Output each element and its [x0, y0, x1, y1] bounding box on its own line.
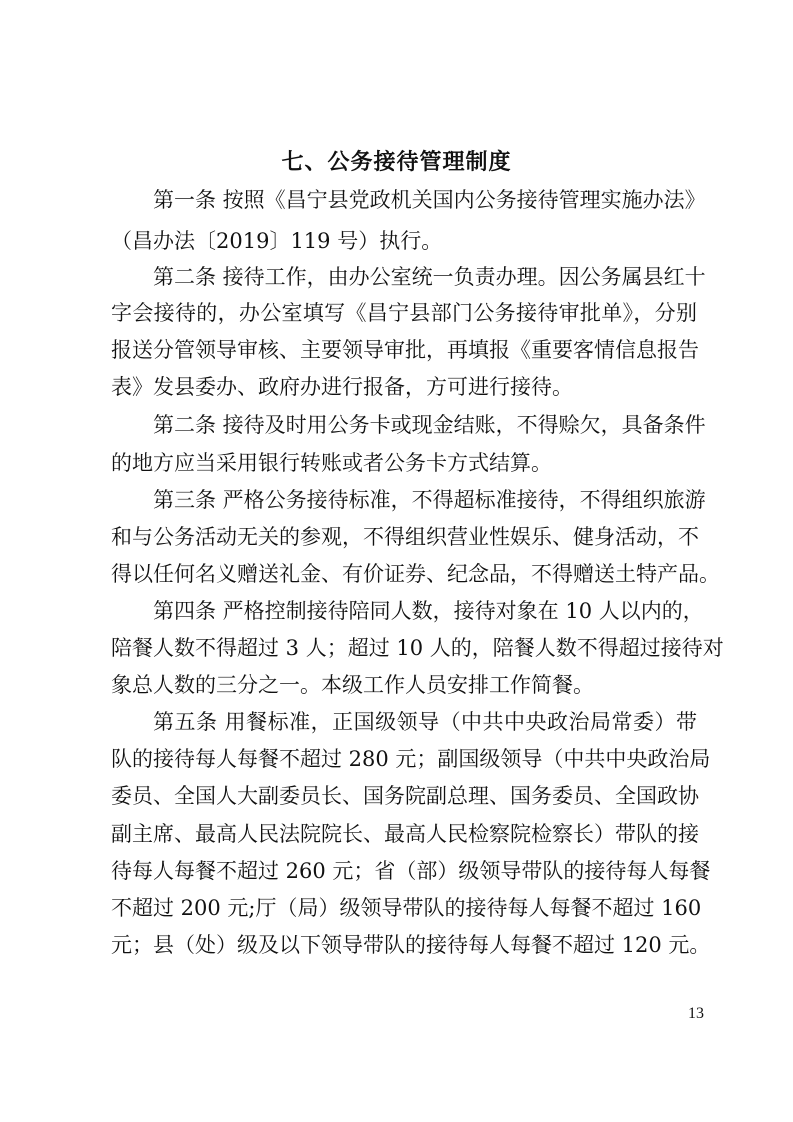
article-2b-line-1: 第二条 接待及时用公务卡或现金结账，不得赊欠，具备条件: [153, 413, 706, 437]
page-number: 13: [688, 1005, 704, 1022]
article-4-line-3: 象总人数的三分之一。本级工作人员安排工作简餐。: [111, 673, 594, 697]
article-2b-line-2: 的地方应当采用银行转账或者公务卡方式结算。: [111, 451, 552, 475]
article-4-line-2: 陪餐人数不得超过 3 人；超过 10 人的，陪餐人数不得超过接待对: [111, 636, 724, 660]
article-1-line-2: （昌办法〔2019〕119 号）执行。: [111, 229, 443, 253]
article-5-line-1: 第五条 用餐标准，正国级领导（中共中央政治局常委）带: [153, 710, 697, 734]
article-2-line-1: 第二条 接待工作，由办公室统一负责办理。因公务属县红十: [153, 265, 706, 289]
article-2-line-4: 表》发县委办、政府办进行报备，方可进行接待。: [111, 375, 573, 399]
article-3-line-1: 第三条 严格公务接待标准，不得超标准接待，不得组织旅游: [153, 488, 706, 512]
section-title: 七、公务接待管理制度: [281, 150, 512, 175]
article-5-line-3: 委员、全国人大副委员长、国务院副总理、国务委员、全国政协: [111, 784, 699, 808]
article-2-line-3: 报送分管领导审核、主要领导审批，再填报《重要客情信息报告: [111, 338, 699, 362]
article-4-line-1: 第四条 严格控制接待陪同人数，接待对象在 10 人以内的，: [153, 599, 704, 623]
article-3-line-2: 和与公务活动无关的参观，不得组织营业性娱乐、健身活动，不: [111, 525, 699, 549]
article-5-line-2: 队的接待每人每餐不超过 280 元；副国级领导（中共中央政治局: [111, 747, 711, 771]
article-5-line-4: 副主席、最高人民法院院长、最高人民检察院检察长）带队的接: [111, 822, 699, 846]
article-3-line-3: 得以任何名义赠送礼金、有价证券、纪念品，不得赠送土特产品。: [111, 562, 720, 586]
article-1-line-1: 第一条 按照《昌宁县党政机关国内公务接待管理实施办法》: [153, 188, 706, 212]
article-5-line-6: 不超过 200 元;厅（局）级领导带队的接待每人每餐不超过 160: [111, 896, 702, 920]
article-5-line-5: 待每人每餐不超过 260 元；省（部）级领导带队的接待每人每餐: [111, 859, 711, 883]
article-2-line-2: 字会接待的，办公室填写《昌宁县部门公务接待审批单》，分别: [111, 301, 697, 325]
article-5-line-7: 元；县（处）级及以下领导带队的接待每人每餐不超过 120 元。: [111, 933, 711, 957]
